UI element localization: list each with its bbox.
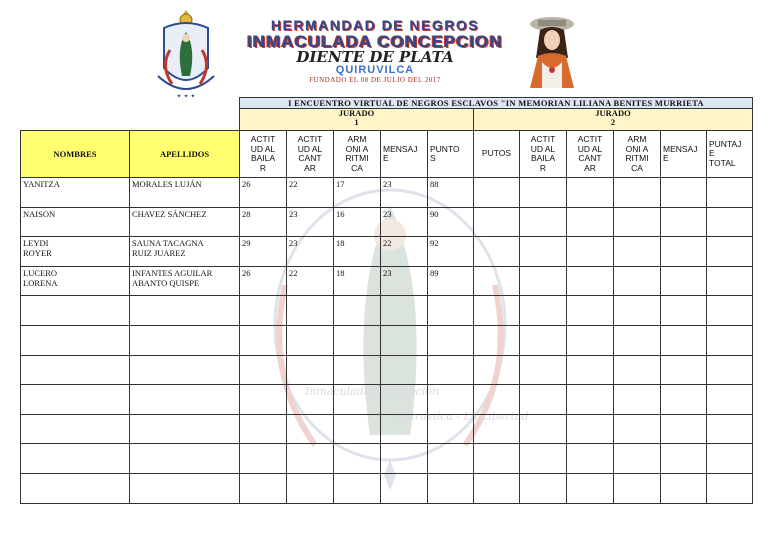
empty-cell [240,385,287,415]
empty-cell [287,473,334,503]
jurado-1-score-cell [334,178,381,208]
empty-cell [428,325,474,355]
jurado-1-score-cell [240,207,287,237]
jurado-1-score-cell [381,266,428,296]
empty-table-row [21,325,753,355]
empty-cell [661,414,707,444]
criterion-header-line: E [383,153,389,163]
empty-cell [614,385,661,415]
empty-cell [567,444,614,474]
empty-cell [707,296,753,326]
jurado-2-score-cell [474,266,520,296]
jurado-1-score-cell [334,237,381,267]
criterion-header-line: ACTIT [297,134,323,144]
empty-cell [130,385,240,415]
empty-cell [567,473,614,503]
criterion-header-line: UD AL [577,143,603,154]
jurado-2-score-cell [567,266,614,296]
empty-cell [428,414,474,444]
empty-cell [287,325,334,355]
empty-cell [520,473,567,503]
criterion-header-line: ACTIT [530,134,556,144]
criterion-header-line: TOTAL [709,157,736,168]
title-line-5: FUNDADO EL 08 DE JULIO DEL 2017 [309,76,441,84]
empty-cell [474,355,520,385]
empty-cell [661,444,707,474]
jurado-1-score-cell-text: 89 [430,267,439,278]
jurado-1-criterion-header [428,131,474,178]
jurado-2-number: 2 [610,117,616,127]
jurado-1-score-cell-text: 92 [430,238,439,249]
virgin-figure-image [520,14,584,88]
jurado-1-score-cell [287,178,334,208]
apellidos-cell [130,178,240,208]
empty-cell [567,355,614,385]
empty-cell [381,385,428,415]
jurado-2-score-cell [707,266,753,296]
empty-cell [428,473,474,503]
apellidos-cell-text: CHAVEZ SÁNCHEZ [132,208,207,219]
jurado-2-score-cell [567,207,614,237]
nombres-cell-text: LEYDI [23,238,49,249]
empty-cell [614,296,661,326]
nombres-cell-text: LORENA [23,277,58,288]
criterion-header-line: CA [631,162,643,173]
empty-cell [130,414,240,444]
empty-table-row [21,473,753,503]
jurado-1-score-cell-text: 23 [289,208,298,219]
jurado-1-header [240,109,474,131]
criterion-header-line: AR [584,162,596,173]
criterion-header-line: MENSAJ [663,143,698,154]
empty-cell [334,325,381,355]
brotherhood-title-block [225,18,525,84]
jurado-2-label: JURADO [595,108,631,118]
empty-cell [240,473,287,503]
criterion-header-line: ARM [347,134,367,144]
empty-cell [21,473,130,503]
empty-cell [428,355,474,385]
empty-cell [21,355,130,385]
empty-cell [614,325,661,355]
empty-cell [707,473,753,503]
apellidos-cell [130,266,240,296]
empty-cell [567,325,614,355]
criterion-header-line: MENSAJ [383,143,418,154]
empty-cell [130,444,240,474]
empty-cell [661,296,707,326]
empty-cell [21,444,130,474]
empty-cell [287,296,334,326]
jurado-1-score-cell-text: 16 [336,208,345,219]
col-header-nombres: NOMBRES [21,131,130,178]
empty-cell [614,444,661,474]
criterion-header-line: R [539,162,547,173]
criterion-header-line: ONI A [345,143,369,154]
empty-cell [381,414,428,444]
empty-cell [130,355,240,385]
jurado-2-score-cell [474,207,520,237]
jurado-1-score-cell [428,178,474,208]
empty-cell [474,325,520,355]
event-title: I ENCUENTRO VIRTUAL DE NEGROS ESCLAVOS "IN MEMORIAN LILIANA BENITES MURRIETA [240,98,753,109]
title-line-3: DIENTE DE PLATA [296,48,454,66]
jurado-1-score-cell-text: 22 [289,267,298,278]
criterion-header-line: ONI A [625,143,649,154]
criterion-header-line: UD AL [297,143,323,154]
empty-cell [287,444,334,474]
jurado-1-score-cell [240,178,287,208]
empty-cell [334,444,381,474]
jurado-1-score-cell [240,237,287,267]
empty-cell [21,414,130,444]
watermark-text-2: Quiruvilca - La Libertad [395,410,529,423]
criterion-header-line: RITMI [345,153,369,163]
jurado-1-criterion-header [240,131,287,178]
empty-cell [520,325,567,355]
empty-cell [661,385,707,415]
criterion-header-line: UD AL [250,143,276,154]
score-table [20,97,753,504]
title-line-4: QUIRUVILCA [335,64,415,76]
jurado-2-score-cell [614,266,661,296]
empty-cell [334,385,381,415]
table-row [21,266,753,296]
empty-cell [130,473,240,503]
criterion-header-line: PUNTO [430,143,460,154]
criterion-header-line: CANT [298,153,322,163]
jurado-1-score-cell-text: 22 [289,179,298,189]
empty-cell [614,473,661,503]
jurado-1-score-cell [381,237,428,267]
empty-cell [520,296,567,326]
empty-table-row [21,444,753,474]
jurado-2-score-cell [614,178,661,208]
criterion-header-line: R [259,162,267,173]
svg-text:✦ ✦ ✦: ✦ ✦ ✦ [176,93,196,100]
criterion-header-line: ARM [627,134,647,144]
criterion-header-line: AR [304,162,316,173]
empty-cell [240,414,287,444]
empty-cell [130,296,240,326]
jurado-1-score-cell-text: 26 [242,179,251,189]
criterion-header-line: BAILA [250,153,276,163]
jurado-2-score-cell [520,178,567,208]
jurado-1-score-cell [428,207,474,237]
empty-cell [567,296,614,326]
nombres-cell-text: YANITZA [23,179,60,189]
apellidos-cell-text: MORALES LUJÁN [132,179,202,189]
hermandad-crest-logo [150,6,222,102]
jurado-1-score-cell-text: 23 [383,267,392,278]
empty-table-row [21,296,753,326]
empty-cell [240,355,287,385]
jurado-1-score-cell-text: 88 [430,179,439,189]
jurado-1-score-cell-text: 29 [242,238,251,249]
jurado-1-score-cell-text: 23 [383,179,392,189]
empty-cell [474,296,520,326]
empty-cell [614,414,661,444]
jurado-2-criterion-header [661,131,707,178]
criterion-header-line: CA [351,162,363,173]
apellidos-cell-text: SAUNA TACAGNA [132,238,204,249]
jurado-1-score-cell [428,237,474,267]
jurado-2-score-cell [474,178,520,208]
table-row [21,207,753,237]
jurado-2-header [474,109,753,131]
empty-cell [474,444,520,474]
empty-cell [287,355,334,385]
nombres-cell [21,207,130,237]
nombres-cell-text: ROYER [23,248,52,259]
jurado-2-score-cell [520,237,567,267]
jurado-1-criterion-header [381,131,428,178]
jurado-1-label: JURADO [338,108,375,118]
empty-table-row [21,414,753,444]
empty-cell [334,355,381,385]
empty-cell [381,325,428,355]
jurado-2-score-cell [707,178,753,208]
apellidos-cell-text: RUIZ JUAREZ [132,248,186,259]
jurado-1-score-cell-text: 90 [430,208,439,219]
criterion-header-line: RITMI [625,153,649,163]
empty-cell [381,355,428,385]
empty-cell [614,355,661,385]
jurado-1-number: 1 [354,117,359,127]
jurado-2-score-cell [614,237,661,267]
jurado-2-score-cell [567,237,614,267]
jurado-1-score-cell [381,207,428,237]
apellidos-cell [130,207,240,237]
empty-cell [707,414,753,444]
empty-cell [428,444,474,474]
empty-cell [707,325,753,355]
jurado-1-score-cell-text: 22 [383,238,392,249]
nombres-cell [21,237,130,267]
criterion-header-line: UD AL [530,143,556,154]
jurado-1-criterion-header [334,131,381,178]
jurado-2-criterion-header [520,131,567,178]
empty-cell [661,355,707,385]
empty-cell [520,385,567,415]
title-line-1: HERMANDAD DE NEGROS [270,17,480,33]
empty-cell [428,385,474,415]
criterion-header-line: PUTOS [481,148,512,159]
jurado-1-score-cell [334,266,381,296]
empty-cell [474,473,520,503]
criterion-header-line: S [430,153,436,163]
criterion-header-line: ACTIT [577,134,603,144]
table-row [21,178,753,208]
nombres-cell [21,178,130,208]
apellidos-cell [130,237,240,267]
empty-cell [707,385,753,415]
criterion-header-line: ACTIT [250,134,276,144]
jurado-2-criterion-header [567,131,614,178]
empty-cell [707,355,753,385]
empty-cell [707,444,753,474]
empty-cell [661,473,707,503]
empty-table-row [21,355,753,385]
empty-cell [661,325,707,355]
jurado-2-score-cell [661,266,707,296]
nombres-cell-text: NAISON [23,208,56,219]
jurado-1-score-cell-text: 18 [336,238,345,249]
empty-cell [334,414,381,444]
col-header-apellidos: APELLIDOS [130,131,240,178]
criterion-header-line: E [663,153,669,163]
jurado-1-score-cell [240,266,287,296]
jurado-2-score-cell [567,178,614,208]
criterion-header-line: CANT [578,153,602,163]
empty-cell [567,385,614,415]
jurado-2-score-cell [661,207,707,237]
table-row [21,237,753,267]
empty-cell [381,296,428,326]
empty-cell [334,296,381,326]
empty-cell [334,473,381,503]
jurado-1-score-cell [428,266,474,296]
empty-cell [520,355,567,385]
empty-cell [474,385,520,415]
jurado-1-criterion-header [287,131,334,178]
empty-cell [428,296,474,326]
jurado-1-score-cell-text: 17 [336,179,345,189]
empty-cell [381,473,428,503]
jurado-1-score-cell-text: 23 [289,238,298,249]
jurado-2-score-cell [520,207,567,237]
jurado-2-score-cell [707,207,753,237]
jurado-2-score-cell [474,237,520,267]
jurado-2-score-cell [707,237,753,267]
empty-table-row [21,385,753,415]
criterion-header-line: PUNTAJ [709,138,742,149]
jurado-2-criterion-header [474,131,520,178]
empty-cell [240,444,287,474]
empty-cell [21,385,130,415]
empty-cell [240,325,287,355]
apellidos-cell-text: INFANTES AGUILAR [132,267,213,278]
jurado-2-score-cell [520,266,567,296]
jurado-2-criterion-header [614,131,661,178]
empty-cell [240,296,287,326]
empty-cell [287,414,334,444]
jurado-2-score-cell [661,178,707,208]
empty-cell [567,414,614,444]
jurado-1-score-cell-text: 18 [336,267,345,278]
empty-cell [520,444,567,474]
empty-cell [381,444,428,474]
nombres-cell-text: LUCERO [23,267,57,278]
jurado-1-score-cell [287,237,334,267]
jurado-1-score-cell [287,266,334,296]
jurado-row [21,109,753,131]
jurado-1-score-cell-text: 28 [242,208,251,219]
jurado-1-score-cell-text: 23 [383,208,392,219]
nombres-cell [21,266,130,296]
criterion-header-line: BAILA [530,153,556,163]
jurado-2-score-cell [614,207,661,237]
jurado-1-score-cell-text: 26 [242,267,251,278]
empty-cell [21,296,130,326]
watermark-text-1: Inmaculada Concepción [305,385,440,398]
jurado-1-score-cell [381,178,428,208]
jurado-1-score-cell [334,207,381,237]
empty-cell [474,414,520,444]
empty-cell [287,385,334,415]
empty-cell [21,325,130,355]
event-title-row [21,98,753,109]
jurado-2-criterion-header [707,131,753,178]
title-line-2: INMACULADA CONCEPCION [247,32,503,51]
empty-cell [130,325,240,355]
jurado-2-score-cell [661,237,707,267]
apellidos-cell-text: ABANTO QUISPE [132,277,200,288]
jurado-1-score-cell [287,207,334,237]
criterion-header-line: E [709,148,715,159]
empty-cell [520,414,567,444]
column-header-row [21,131,753,178]
